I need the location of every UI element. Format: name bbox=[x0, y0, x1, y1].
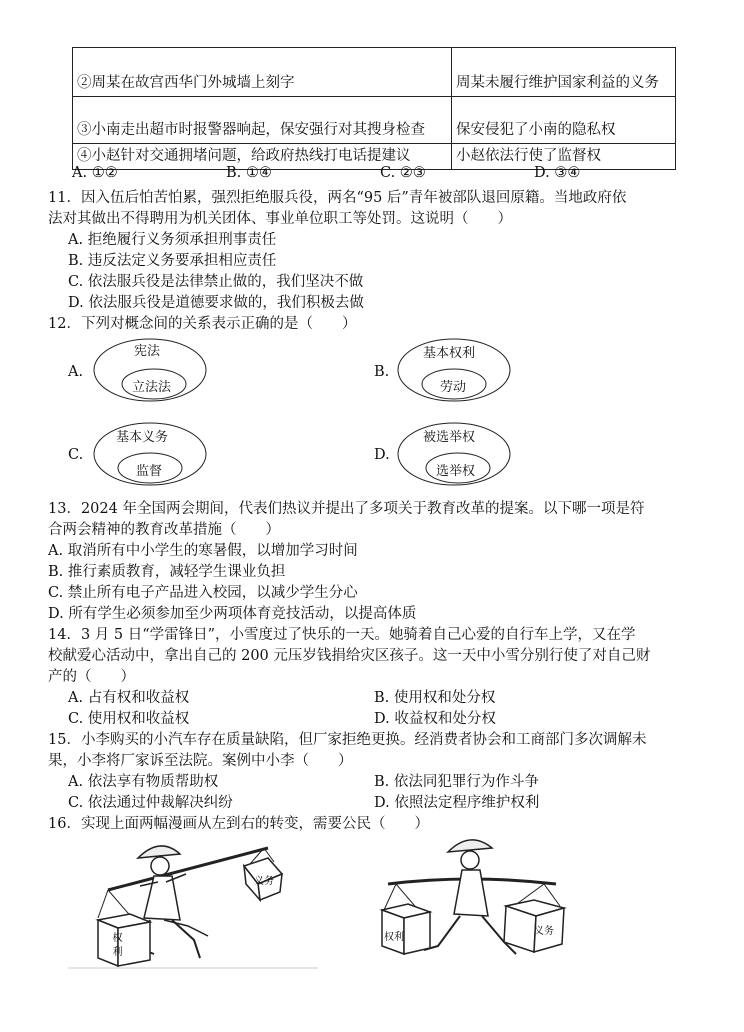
answer-table bbox=[72, 47, 676, 170]
q15-option-b[interactable]: B. 依法同犯罪行为作斗争 bbox=[374, 774, 539, 790]
q14-option-b[interactable]: B. 使用权和处分权 bbox=[374, 690, 496, 706]
q12-option-a-diagram[interactable] bbox=[92, 336, 210, 408]
q14-option-c[interactable]: C. 使用权和收益权 bbox=[68, 711, 190, 727]
q13-option-d[interactable]: D. 所有学生必须参加至少两项体育竞技活动，以提高体质 bbox=[48, 606, 417, 622]
q13-stem-line1: 13．2024 年全国两会期间，代表们热议并提出了多项关于教育改革的提案。以下哪一项是符 bbox=[48, 501, 645, 517]
q13-option-b[interactable]: B. 推行素质教育，减轻学生课业负担 bbox=[48, 564, 286, 580]
q12-option-d-diagram[interactable] bbox=[396, 420, 514, 492]
q15-stem-line2: 果，小李将厂家诉至法院。案例中小李（ ） bbox=[48, 753, 353, 769]
q12-b-inner-label: 劳动 bbox=[440, 380, 467, 395]
table-row bbox=[73, 144, 676, 170]
table-option-a[interactable]: A. ①② bbox=[72, 165, 118, 181]
q14-option-a[interactable]: A. 占有权和收益权 bbox=[68, 690, 190, 706]
q11-option-d[interactable]: D. 依法服兵役是道德要求做的，我们积极去做 bbox=[68, 295, 364, 311]
q12-option-a-letter[interactable]: A. bbox=[68, 364, 84, 380]
q15-option-c[interactable]: C. 依法通过仲裁解决纠纷 bbox=[68, 795, 233, 811]
table-cell: 小赵依法行使了监督权 bbox=[452, 144, 676, 170]
q14-option-d[interactable]: D. 收益权和处分权 bbox=[374, 711, 496, 727]
q12-stem: 12．下列对概念间的关系表示正确的是（ ） bbox=[48, 316, 357, 332]
table-row bbox=[73, 48, 676, 97]
right-left-box-label: 权利 bbox=[384, 932, 404, 943]
q15-option-d[interactable]: D. 依照法定程序维护权利 bbox=[374, 795, 540, 811]
q12-option-c-diagram[interactable] bbox=[92, 420, 210, 492]
q12-c-inner-label: 监督 bbox=[136, 464, 163, 479]
right-cartoon bbox=[374, 830, 574, 972]
q12-option-d-letter[interactable]: D. bbox=[374, 447, 390, 463]
table-cell: ④小赵针对交通拥堵问题，给政府热线打电话提建议 bbox=[73, 144, 452, 170]
q14-stem-line1: 14．3 月 5 日“学雷锋日”，小雪度过了快乐的一天。她骑着自己心爱的自行车上学，又在学 bbox=[48, 627, 636, 643]
q12-d-inner-label: 选举权 bbox=[436, 464, 476, 479]
left-heavy-box-label: 权利 bbox=[110, 932, 121, 960]
left-light-box-label: 义务 bbox=[254, 876, 274, 887]
left-cartoon bbox=[68, 830, 318, 972]
table-option-d[interactable]: D. ③④ bbox=[534, 165, 581, 181]
q11-option-c[interactable]: C. 依法服兵役是法律禁止做的，我们坚决不做 bbox=[68, 274, 364, 290]
table-cell: ②周某在故宫西华门外城墙上刻字 bbox=[73, 48, 452, 97]
q12-option-b-letter[interactable]: B. bbox=[374, 364, 390, 380]
q16-stem: 16．实现上面两幅漫画从左到右的转变，需要公民（ ） bbox=[48, 816, 429, 832]
table-cell: 保安侵犯了小南的隐私权 bbox=[452, 97, 676, 144]
q12-a-inner-label: 立法法 bbox=[132, 380, 172, 395]
q14-stem-line2: 校献爱心活动中，拿出自己的 200 元压岁钱捐给灾区孩子。这一天中小雪分别行使了对自己财 bbox=[48, 648, 651, 664]
q11-option-b[interactable]: B. 违反法定义务要承担相应责任 bbox=[68, 253, 277, 269]
q12-c-outer-label: 基本义务 bbox=[116, 430, 169, 445]
q12-d-outer-label: 被选举权 bbox=[423, 430, 476, 445]
table-option-c[interactable]: C. ②③ bbox=[380, 165, 426, 181]
q11-stem-line2: 法对其做出不得聘用为机关团体、事业单位职工等处罚。这说明（ ） bbox=[48, 211, 512, 227]
table-option-b[interactable]: B. ①④ bbox=[226, 165, 272, 181]
table-row bbox=[73, 97, 676, 144]
q13-stem-line2: 合两会精神的教育改革措施（ ） bbox=[48, 522, 280, 538]
q14-stem-line3: 产的（ ） bbox=[48, 669, 135, 685]
q11-stem-line1: 11．因入伍后怕苦怕累，强烈拒绝服兵役，两名“95 后”青年被部队退回原籍。当地政府依 bbox=[48, 190, 627, 206]
q11-option-a[interactable]: A. 拒绝履行义务须承担刑事责任 bbox=[68, 232, 277, 248]
q12-a-outer-label: 宪法 bbox=[134, 344, 161, 359]
right-right-box-label: 义务 bbox=[534, 926, 554, 937]
q12-option-b-diagram[interactable] bbox=[396, 336, 514, 408]
q12-b-outer-label: 基本权利 bbox=[423, 346, 476, 361]
q15-option-a[interactable]: A. 依法享有物质帮助权 bbox=[68, 774, 219, 790]
q13-option-c[interactable]: C. 禁止所有电子产品进入校园，以减少学生分心 bbox=[48, 585, 358, 601]
table-cell: 周某未履行维护国家利益的义务 bbox=[452, 48, 676, 97]
table-cell: ③小南走出超市时报警器响起，保安强行对其搜身检查 bbox=[73, 97, 452, 144]
q13-option-a[interactable]: A. 取消所有中小学生的寒暑假，以增加学习时间 bbox=[48, 543, 358, 559]
q15-stem-line1: 15．小李购买的小汽车存在质量缺陷，但厂家拒绝更换。经消费者协会和工商部门多次调解未 bbox=[48, 732, 647, 748]
q12-option-c-letter[interactable]: C. bbox=[68, 447, 84, 463]
